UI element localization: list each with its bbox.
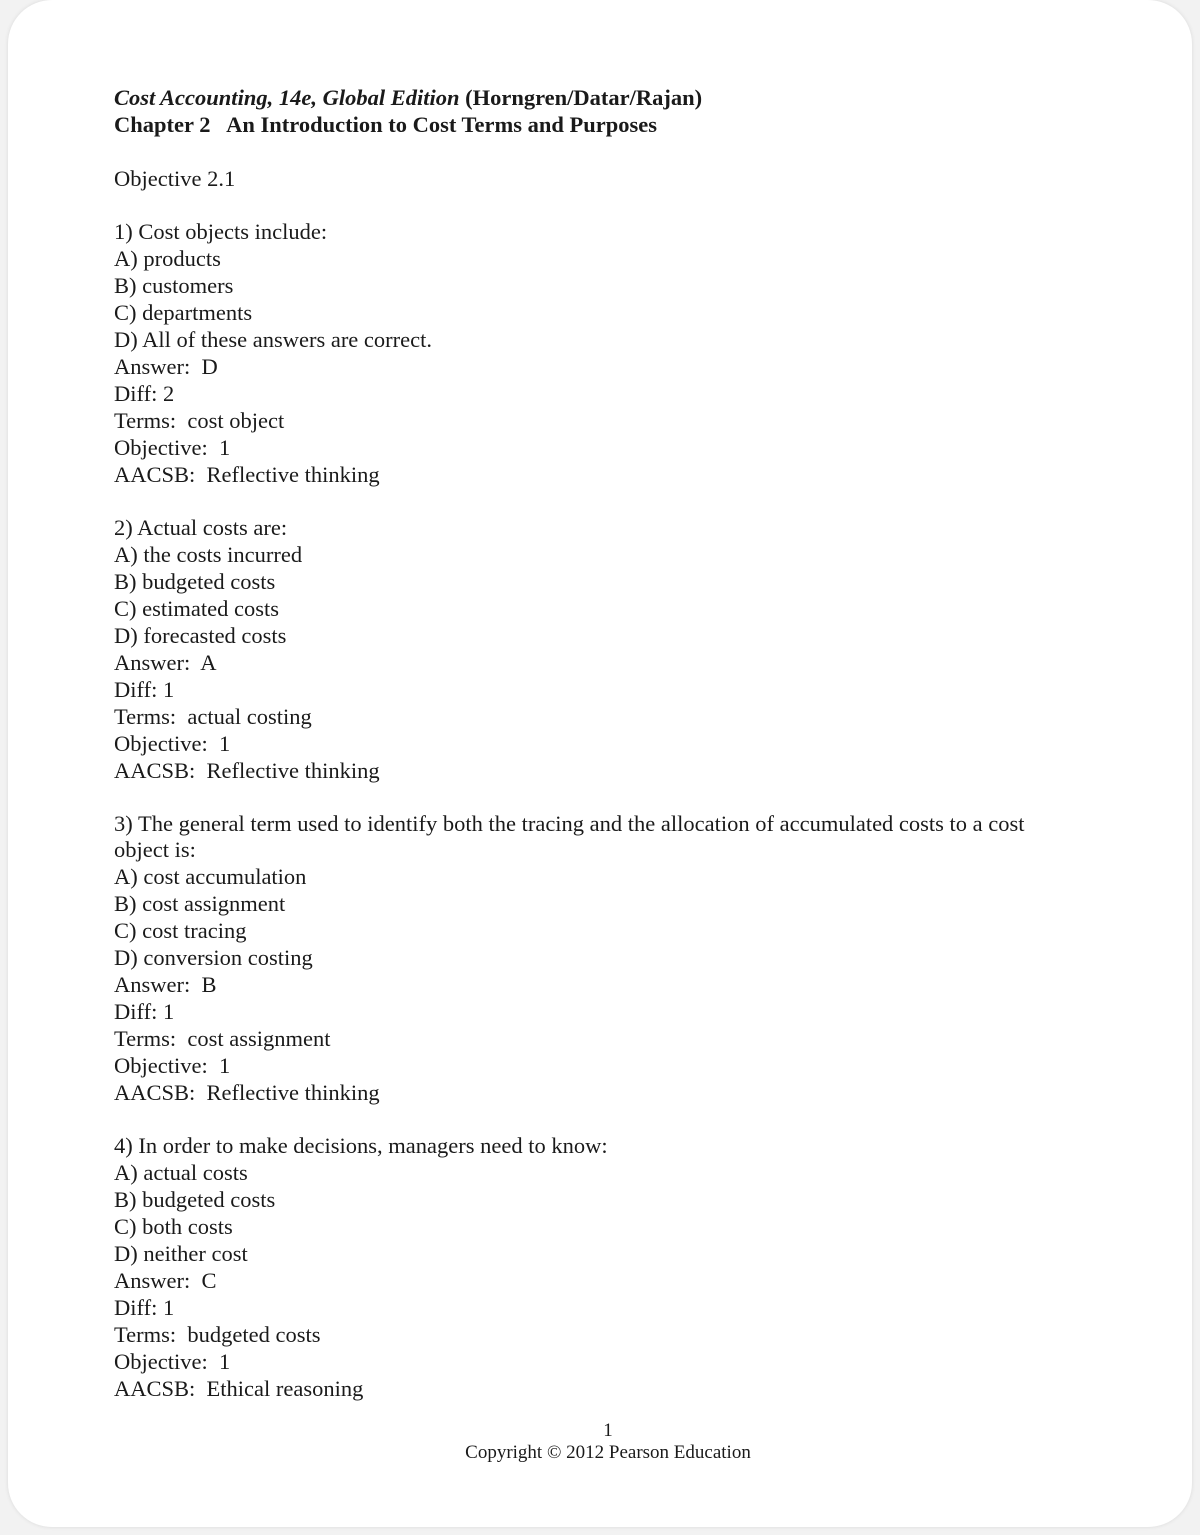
- answer-line: Answer: C: [114, 1268, 217, 1293]
- option-b: B) cost assignment: [114, 891, 286, 916]
- option-a: A) the costs incurred: [114, 542, 303, 567]
- answer-line: Answer: D: [114, 354, 218, 379]
- option-d: D) All of these answers are correct.: [114, 327, 432, 352]
- question-block: [114, 515, 1104, 784]
- objective-line: Objective: 1: [114, 731, 231, 756]
- book-header: [114, 84, 1104, 111]
- objective-heading: Objective 2.1: [114, 166, 236, 191]
- page-content: [114, 84, 1104, 1402]
- terms-line: Terms: cost object: [114, 408, 285, 433]
- question-text: 1) Cost objects include:: [114, 219, 328, 244]
- page-number: 1: [603, 1420, 613, 1441]
- terms-line: Terms: budgeted costs: [114, 1322, 321, 1347]
- question-text: 3) The general term used to identify both the tracing and the allocation of accumulated costs to a cost object is:: [114, 811, 1031, 862]
- objective-line: Objective: 1: [114, 1053, 231, 1078]
- question-block: [114, 811, 1104, 1106]
- option-c: C) departments: [114, 300, 253, 325]
- objective-line: Objective: 1: [114, 435, 231, 460]
- aacsb-line: AACSB: Ethical reasoning: [114, 1376, 364, 1401]
- diff-line: Diff: 2: [114, 381, 175, 406]
- diff-line: Diff: 1: [114, 1295, 175, 1320]
- option-c: C) cost tracing: [114, 918, 247, 943]
- diff-line: Diff: 1: [114, 999, 175, 1024]
- copyright-notice: Copyright © 2012 Pearson Education: [465, 1442, 751, 1463]
- document-page: [8, 0, 1192, 1527]
- terms-line: Terms: actual costing: [114, 704, 312, 729]
- option-a: A) actual costs: [114, 1160, 248, 1185]
- chapter-title: Chapter 2 An Introduction to Cost Terms and Purposes: [114, 112, 657, 137]
- option-d: D) neither cost: [114, 1241, 248, 1266]
- option-b: B) budgeted costs: [114, 569, 276, 594]
- book-title: Cost Accounting, 14e, Global Edition: [114, 85, 460, 110]
- answer-line: Answer: A: [114, 650, 217, 675]
- option-a: A) cost accumulation: [114, 864, 307, 889]
- book-authors: (Horngren/Datar/Rajan): [465, 85, 703, 110]
- option-c: C) both costs: [114, 1214, 233, 1239]
- question-block: [114, 1133, 1104, 1402]
- aacsb-line: AACSB: Reflective thinking: [114, 462, 380, 487]
- aacsb-line: AACSB: Reflective thinking: [114, 758, 380, 783]
- option-b: B) budgeted costs: [114, 1187, 276, 1212]
- objective-line: Objective: 1: [114, 1349, 231, 1374]
- question-text: 4) In order to make decisions, managers need to know:: [114, 1133, 608, 1158]
- option-b: B) customers: [114, 273, 234, 298]
- option-c: C) estimated costs: [114, 596, 279, 621]
- question-text: 2) Actual costs are:: [114, 515, 288, 540]
- option-d: D) conversion costing: [114, 945, 313, 970]
- page-footer: [8, 1420, 1200, 1464]
- diff-line: Diff: 1: [114, 677, 175, 702]
- answer-line: Answer: B: [114, 972, 217, 997]
- aacsb-line: AACSB: Reflective thinking: [114, 1080, 380, 1105]
- option-a: A) products: [114, 246, 221, 271]
- terms-line: Terms: cost assignment: [114, 1026, 331, 1051]
- question-block: [114, 219, 1104, 488]
- option-d: D) forecasted costs: [114, 623, 287, 648]
